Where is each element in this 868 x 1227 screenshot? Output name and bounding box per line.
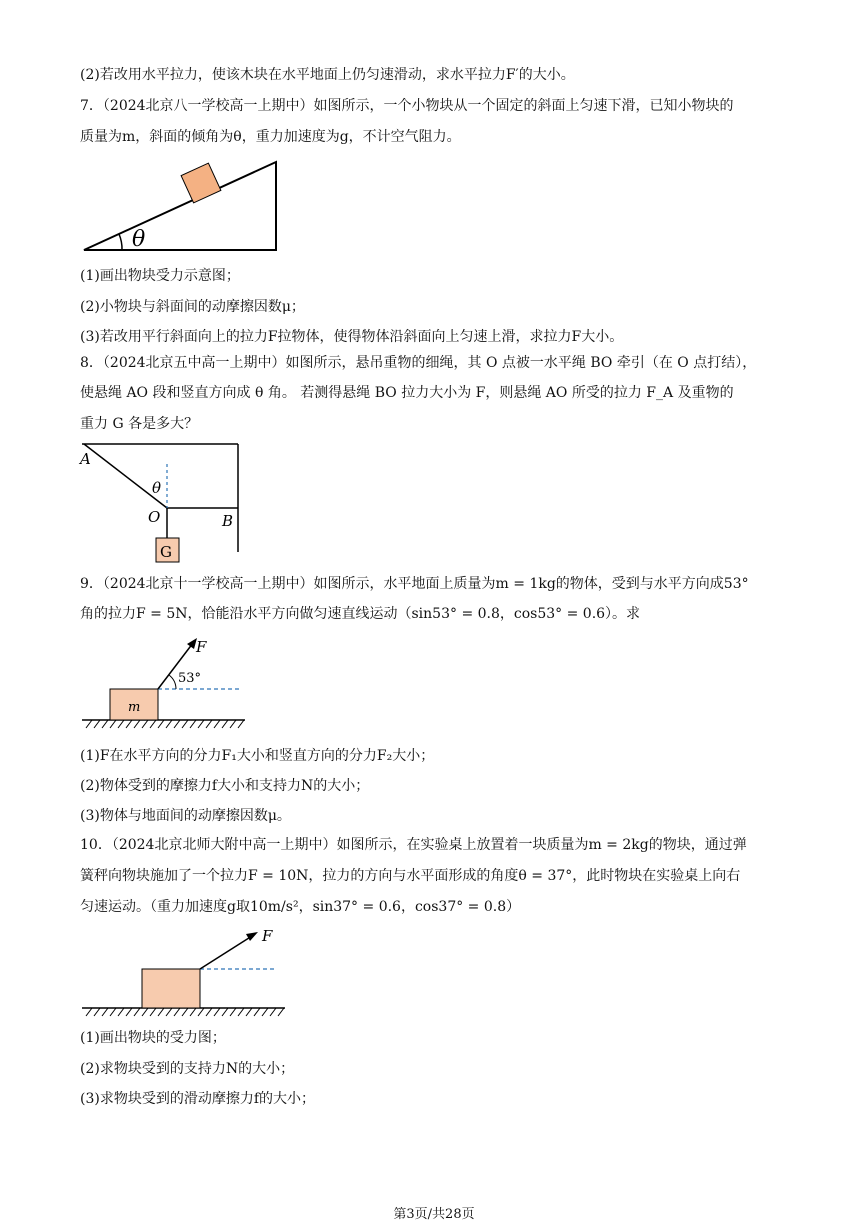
block [181, 163, 221, 203]
q8-rope-figure [78, 438, 248, 568]
label-theta: θ [152, 479, 162, 497]
q7-part2: (2)小物块与斜面间的动摩擦因数μ； [80, 299, 305, 315]
q7-stem-line1: 7．（2024北京八一学校高一上期中）如图所示，一个小物块从一个固定的斜面上匀速下滑，已知小物块的 [80, 98, 734, 114]
q9-part1: (1)F在水平方向的分力F₁大小和竖直方向的分力F₂大小； [80, 748, 435, 764]
ground-hatch [86, 1008, 284, 1016]
q8-stem-line2: 使悬绳 AO 段和竖直方向成 θ 角。 若测得悬绳 BO 拉力大小为 F，则悬绳 AO 所受的拉力 F_A 及重物的 [80, 385, 734, 401]
q9-force-figure [80, 632, 250, 732]
label-f: F [262, 927, 273, 945]
q6-part2: (2)若改用水平拉力，使该木块在水平地面上仍匀速滑动，求水平拉力F′的大小。 [80, 67, 575, 83]
label-m: m [128, 700, 141, 715]
q8-stem-line3: 重力 G 各是多大？ [80, 416, 199, 432]
angle-label: θ [132, 227, 146, 252]
q7-part3: (3)若改用平行斜面向上的拉力F拉物体，使得物体沿斜面向上匀速上滑，求拉力F大小。 [80, 329, 624, 345]
block [142, 969, 200, 1008]
q9-stem-line1: 9．（2024北京十一学校高一上期中）如图所示，水平地面上质量为m = 1kg的物体，受到与水平方向成53° [80, 576, 749, 592]
force-arrow [200, 936, 252, 969]
label-f: F [196, 638, 207, 656]
ground-hatch [86, 720, 244, 728]
angle-arc [169, 675, 176, 689]
q10-part2: (2)求物块受到的支持力N的大小； [80, 1061, 295, 1077]
label-b: B [222, 512, 234, 530]
label-g: G [160, 543, 172, 561]
q7-part1: (1)画出物块受力示意图； [80, 268, 240, 284]
incline [84, 162, 276, 250]
page-number: 第3页/共28页 [393, 1207, 475, 1222]
q9-stem-line2: 角的拉力F = 5N，恰能沿水平方向做匀速直线运动（sin53° = 0.8，cos53° = 0.6）。求 [80, 606, 641, 622]
q10-stem-line1: 10．（2024北京北师大附中高一上期中）如图所示，在实验桌上放置着一块质量为m = 2kg的物块，通过弹 [80, 837, 747, 853]
label-o: O [148, 508, 161, 526]
label-a: A [80, 450, 91, 468]
q10-force-figure [80, 924, 290, 1024]
angle-arc [119, 234, 122, 250]
q10-stem-line3: 匀速运动。（重力加速度g取10m/s²，sin37° = 0.6，cos37° = 0.8） [80, 899, 521, 915]
label-angle: 53° [178, 671, 202, 686]
q10-part3: (3)求物块受到的滑动摩擦力f的大小； [80, 1091, 316, 1107]
force-arrowhead [246, 932, 258, 941]
q8-stem-line1: 8．（2024北京五中高一上期中）如图所示，悬吊重物的细绳，其 O 点被一水平绳 BO 牵引（在 O 点打结）， [80, 355, 757, 371]
q9-part3: (3)物体与地面间的动摩擦因数μ。 [80, 808, 291, 824]
rope-ao [84, 444, 167, 508]
q9-part2: (2)物体受到的摩擦力f大小和支持力N的大小； [80, 778, 370, 794]
q7-incline-figure [80, 156, 280, 256]
q10-stem-line2: 簧秤向物块施加了一个拉力F = 10N，拉力的方向与水平面形成的角度θ = 37°，此时物块在实验桌上向右 [80, 868, 741, 884]
q10-part1: (1)画出物块的受力图； [80, 1030, 226, 1046]
q7-stem-line2: 质量为m，斜面的倾角为θ，重力加速度为g，不计空气阻力。 [80, 129, 461, 145]
